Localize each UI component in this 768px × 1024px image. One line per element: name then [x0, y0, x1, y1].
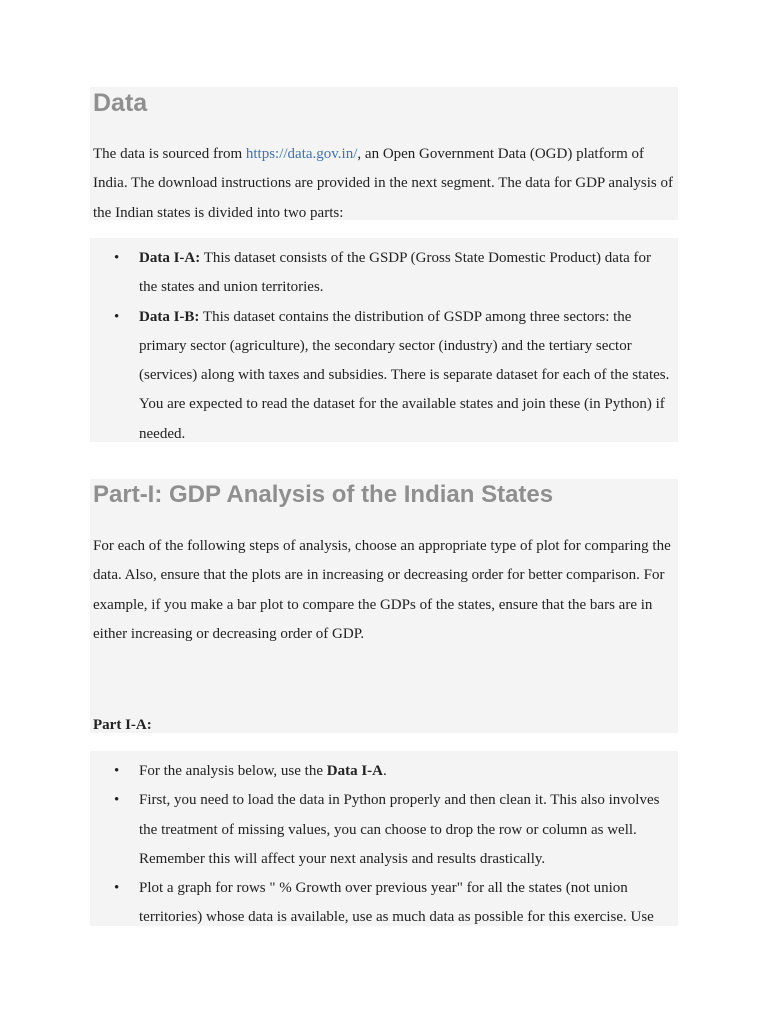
- data-intro: [90, 140, 678, 228]
- list-item: [90, 874, 678, 926]
- data-list: [90, 238, 678, 449]
- intro-text-start: The data is sourced from: [93, 146, 246, 162]
- list-item: [90, 244, 678, 303]
- item-text: This dataset contains the distribution of GSDP among three sectors: the primary sector (agriculture), the secondary sector (industry) and the tertiary sector (services) along with taxes and subsidies. There is separate dataset for each of the states. You are expected to read the dataset for the available states and join these (in Python) if needed.: [139, 308, 670, 442]
- item-text: For the analysis below, use the: [139, 763, 327, 779]
- bullet-icon: •: [114, 792, 120, 809]
- item-text: First, you need to load the data in Python properly and then clean it. This also involves the treatment of missing values, you can choose to drop the row or column as well. Remember this will affect your next analysis and results drastically.: [139, 792, 660, 867]
- item-text-end: .: [383, 763, 387, 779]
- part1-section: [90, 479, 678, 733]
- data-heading: Data: [93, 89, 148, 117]
- item-bold: Data I-A: [326, 763, 383, 779]
- list-item: [90, 786, 678, 874]
- intro-text-end: , an Open Government Data (OGD) platform of India. The download instructions are provided in the next segment. The data for GDP analysis of the Indian states is divided into two parts:: [93, 146, 674, 221]
- part1-paragraph: For each of the following steps of analysis, choose an appropriate type of plot for comparing the data. Also, ensure that the plots are in increasing or decreasing order for better comparison. For example, if you make a bar plot to compare the GDPs of the states, ensure that the bars are in either increasing or decreasing order of GDP.: [93, 538, 671, 642]
- data-list-block: [90, 238, 678, 442]
- part1a-list-block: [90, 751, 678, 926]
- list-item: [90, 757, 678, 786]
- item-text: Plot a graph for rows " % Growth over previous year" for all the states (not union territories) whose data is available, use as much data as possible for this exercise. Use: [139, 880, 654, 926]
- bullet-icon: •: [114, 308, 120, 325]
- item-text: This dataset consists of the GSDP (Gross State Domestic Product) data for the states and union territories.: [139, 250, 652, 296]
- bullet-icon: •: [114, 763, 120, 779]
- part1-heading: Part-I: GDP Analysis of the Indian States: [93, 481, 554, 508]
- bullet-icon: •: [114, 880, 120, 897]
- data-gov-link[interactable]: https://data.gov.in/: [245, 146, 358, 162]
- list-item: [90, 303, 678, 449]
- part1a-list: [90, 751, 678, 926]
- data-section: [90, 87, 678, 220]
- bullet-icon: •: [114, 250, 120, 266]
- part1a-subheading: Part I-A:: [93, 717, 152, 733]
- item-label: Data I-B:: [139, 308, 200, 325]
- item-label: Data I-A:: [139, 250, 201, 266]
